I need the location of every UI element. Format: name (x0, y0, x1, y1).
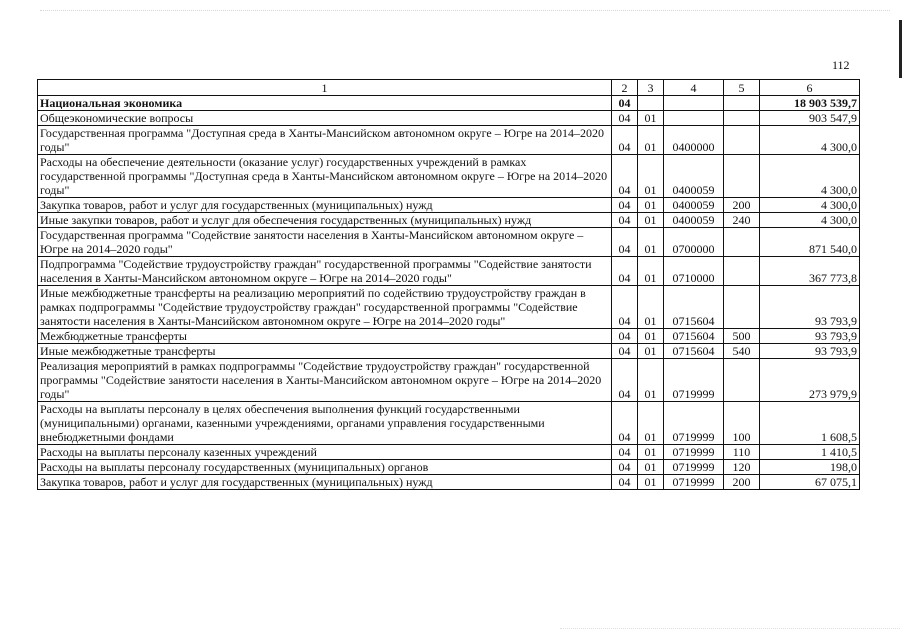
row-target-article-cell: 0719999 (664, 402, 724, 445)
row-expense-type-cell (724, 359, 760, 402)
row-subsection-cell: 01 (638, 111, 664, 126)
table-row (38, 155, 860, 198)
row-amount-cell: 4 300,0 (760, 198, 860, 213)
row-section-cell: 04 (612, 111, 638, 126)
row-expense-type-cell: 240 (724, 213, 760, 228)
row-amount-cell: 198,0 (760, 460, 860, 475)
row-name-cell: Межбюджетные трансферты (38, 329, 612, 344)
row-section-cell: 04 (612, 198, 638, 213)
row-target-article-cell: 0719999 (664, 460, 724, 475)
row-expense-type-cell (724, 155, 760, 198)
table-header-row (38, 80, 860, 96)
row-name-cell: Расходы на выплаты персоналу в целях обеспечения выполнения функций государственными (муниципальными) органами, казенными учреждениями, органами управления государственными внебюджетными фондами (38, 402, 612, 445)
row-section-cell: 04 (612, 228, 638, 257)
row-subsection-cell (638, 96, 664, 111)
row-section-cell: 04 (612, 286, 638, 329)
table-row (38, 460, 860, 475)
row-target-article-cell: 0400059 (664, 155, 724, 198)
row-subsection-cell: 01 (638, 329, 664, 344)
header-cell-5: 5 (724, 80, 760, 96)
row-subsection-cell: 01 (638, 213, 664, 228)
row-expense-type-cell: 500 (724, 329, 760, 344)
row-subsection-cell: 01 (638, 286, 664, 329)
row-amount-cell: 1 410,5 (760, 445, 860, 460)
table-row (38, 228, 860, 257)
row-expense-type-cell: 100 (724, 402, 760, 445)
table-row (38, 198, 860, 213)
table-row (38, 445, 860, 460)
table-row (38, 344, 860, 359)
row-target-article-cell: 0710000 (664, 257, 724, 286)
row-target-article-cell: 0719999 (664, 445, 724, 460)
row-target-article-cell: 0400059 (664, 198, 724, 213)
table-row (38, 257, 860, 286)
table-row (38, 213, 860, 228)
row-amount-cell: 903 547,9 (760, 111, 860, 126)
page-number: 112 (832, 58, 850, 72)
row-section-cell: 04 (612, 213, 638, 228)
row-target-article-cell: 0400059 (664, 213, 724, 228)
row-section-cell: 04 (612, 257, 638, 286)
row-target-article-cell (664, 111, 724, 126)
table-row (38, 359, 860, 402)
row-section-cell: 04 (612, 155, 638, 198)
header-cell-6: 6 (760, 80, 860, 96)
row-name-cell: Иные межбюджетные трансферты (38, 344, 612, 359)
row-section-cell: 04 (612, 445, 638, 460)
budget-table (37, 79, 860, 490)
row-amount-cell: 18 903 539,7 (760, 96, 860, 111)
row-name-cell: Расходы на выплаты персоналу казенных учреждений (38, 445, 612, 460)
table-row (38, 96, 860, 111)
row-subsection-cell: 01 (638, 228, 664, 257)
budget-table-body (38, 80, 860, 490)
row-subsection-cell: 01 (638, 126, 664, 155)
header-cell-4: 4 (664, 80, 724, 96)
row-subsection-cell: 01 (638, 155, 664, 198)
row-target-article-cell: 0400000 (664, 126, 724, 155)
row-section-cell: 04 (612, 402, 638, 445)
row-subsection-cell: 01 (638, 257, 664, 286)
row-expense-type-cell: 120 (724, 460, 760, 475)
scan-noise-top (40, 10, 890, 15)
row-expense-type-cell: 540 (724, 344, 760, 359)
row-name-cell: Иные закупки товаров, работ и услуг для обеспечения государственных (муниципальных) нужд (38, 213, 612, 228)
row-section-cell: 04 (612, 96, 638, 111)
row-amount-cell: 367 773,8 (760, 257, 860, 286)
header-cell-3: 3 (638, 80, 664, 96)
row-amount-cell: 93 793,9 (760, 344, 860, 359)
row-section-cell: 04 (612, 344, 638, 359)
row-target-article-cell: 0719999 (664, 359, 724, 402)
row-expense-type-cell (724, 286, 760, 329)
scan-noise-bottom (560, 628, 900, 632)
row-name-cell: Закупка товаров, работ и услуг для государственных (муниципальных) нужд (38, 475, 612, 490)
row-target-article-cell: 0715604 (664, 286, 724, 329)
row-name-cell: Государственная программа "Содействие занятости населения в Ханты-Мансийском автономном округе – Югре на 2014–2020 годы" (38, 228, 612, 257)
row-section-cell: 04 (612, 460, 638, 475)
row-subsection-cell: 01 (638, 445, 664, 460)
row-section-cell: 04 (612, 475, 638, 490)
header-cell-1: 1 (38, 80, 612, 96)
row-expense-type-cell (724, 257, 760, 286)
row-amount-cell: 1 608,5 (760, 402, 860, 445)
row-name-cell: Подпрограмма "Содействие трудоустройству граждан" государственной программы "Содействие занятости населения в Ханты-Мансийском автономном округе – Югре на 2014–2020 годы" (38, 257, 612, 286)
row-name-cell: Иные межбюджетные трансферты на реализацию мероприятий по содействию трудоустройству граждан в рамках подпрограммы "Содействие трудоустройству граждан" государственной программы "Содействие занятости населения в Ханты-Мансийском автономном округе – Югре на 2014–2020 годы" (38, 286, 612, 329)
row-amount-cell: 93 793,9 (760, 329, 860, 344)
row-subsection-cell: 01 (638, 475, 664, 490)
row-subsection-cell: 01 (638, 359, 664, 402)
row-name-cell: Общеэкономические вопросы (38, 111, 612, 126)
table-row (38, 126, 860, 155)
header-cell-2: 2 (612, 80, 638, 96)
row-name-cell: Национальная экономика (38, 96, 612, 111)
row-subsection-cell: 01 (638, 402, 664, 445)
row-expense-type-cell: 200 (724, 198, 760, 213)
row-section-cell: 04 (612, 329, 638, 344)
row-subsection-cell: 01 (638, 344, 664, 359)
row-amount-cell: 4 300,0 (760, 126, 860, 155)
row-target-article-cell: 0700000 (664, 228, 724, 257)
row-name-cell: Государственная программа "Доступная среда в Ханты-Мансийском автономном округе – Югре на 2014–2020 годы" (38, 126, 612, 155)
scan-edge-mark (899, 20, 902, 78)
row-target-article-cell: 0715604 (664, 344, 724, 359)
row-amount-cell: 273 979,9 (760, 359, 860, 402)
row-expense-type-cell: 200 (724, 475, 760, 490)
row-amount-cell: 93 793,9 (760, 286, 860, 329)
row-target-article-cell: 0715604 (664, 329, 724, 344)
row-section-cell: 04 (612, 359, 638, 402)
row-amount-cell: 4 300,0 (760, 155, 860, 198)
row-amount-cell: 4 300,0 (760, 213, 860, 228)
row-expense-type-cell (724, 111, 760, 126)
row-amount-cell: 67 075,1 (760, 475, 860, 490)
row-name-cell: Закупка товаров, работ и услуг для государственных (муниципальных) нужд (38, 198, 612, 213)
row-expense-type-cell (724, 228, 760, 257)
table-row (38, 111, 860, 126)
row-name-cell: Реализация мероприятий в рамках подпрограммы "Содействие трудоустройству граждан" государственной программы "Содействие занятости населения в Ханты-Мансийском автономном округе – Югре на 2014–2020 годы" (38, 359, 612, 402)
table-row (38, 475, 860, 490)
row-subsection-cell: 01 (638, 198, 664, 213)
row-section-cell: 04 (612, 126, 638, 155)
row-expense-type-cell (724, 96, 760, 111)
table-row (38, 286, 860, 329)
table-row (38, 329, 860, 344)
table-row (38, 402, 860, 445)
row-expense-type-cell (724, 126, 760, 155)
row-name-cell: Расходы на обеспечение деятельности (оказание услуг) государственных учреждений в рамках государственной программы "Доступная среда в Ханты-Мансийском автономном округе – Югре на 2014–2020 годы" (38, 155, 612, 198)
row-amount-cell: 871 540,0 (760, 228, 860, 257)
row-name-cell: Расходы на выплаты персоналу государственных (муниципальных) органов (38, 460, 612, 475)
row-target-article-cell (664, 96, 724, 111)
row-expense-type-cell: 110 (724, 445, 760, 460)
row-target-article-cell: 0719999 (664, 475, 724, 490)
row-subsection-cell: 01 (638, 460, 664, 475)
